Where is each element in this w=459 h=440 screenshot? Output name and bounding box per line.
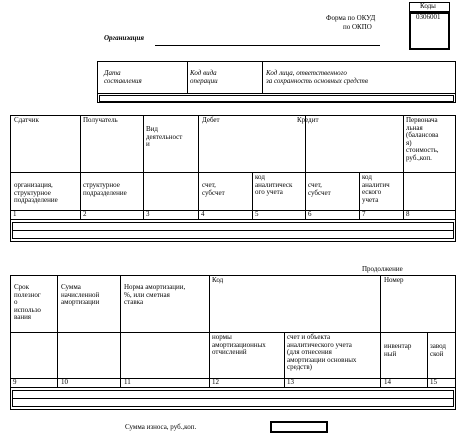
sender-header: Сдатчик [14, 116, 39, 124]
main-hline-num [10, 210, 456, 211]
col-num-13: 13 [287, 378, 294, 386]
col-num-9: 9 [13, 378, 17, 386]
depr-norm-header: Норма амортизации, %, или сметная ставка [124, 283, 186, 306]
main-vline-g [403, 115, 404, 219]
col-num-3: 3 [146, 210, 150, 218]
main-vline-a [80, 115, 81, 219]
date-label: Дата составления [104, 69, 142, 85]
col-num-2: 2 [83, 210, 87, 218]
debit-account-header: счет, субсчет [202, 181, 225, 197]
credit-account-header: счет, субсчет [308, 181, 331, 197]
credit-header: Кредит [297, 116, 319, 124]
continuation-label: Продолжение [362, 265, 403, 273]
main-hline-num-bottom [10, 219, 456, 220]
col-num-14: 14 [384, 378, 391, 386]
main-input-row-mid [12, 230, 454, 231]
okud-code-value: 0306001 [416, 13, 441, 21]
organization-underline [155, 45, 380, 46]
factory-header: завод ской [430, 342, 446, 358]
col-num-6: 6 [308, 210, 312, 218]
col-num-1: 1 [13, 210, 17, 218]
okpo-label: по ОКПО [343, 23, 372, 31]
wear-sum-label: Сумма износа, руб.,коп. [125, 423, 197, 431]
okud-label: Форма по ОКУД [326, 14, 376, 22]
org-unit-sender-header: организация, структурное подразделение [14, 181, 58, 204]
sec-vline-b [120, 275, 121, 387]
receiver-header: Получатель [83, 116, 118, 124]
number-header: Номер [384, 276, 404, 284]
codes-label: Коды [420, 2, 436, 10]
activity-type-header: Вид деятельност и [146, 125, 183, 148]
initial-cost-header: Первонача льная (балансова я) стоимость, руб.,коп. [406, 116, 439, 162]
sec-hline-mid [10, 332, 456, 333]
main-vline-c [198, 115, 199, 219]
main-vline-d [252, 172, 253, 219]
account-analytic-header: счет и объекта аналитического учета (для отнесения амортизации основных средств) [287, 333, 357, 371]
main-hline-mid [10, 172, 456, 173]
info-input-row[interactable] [99, 95, 454, 102]
main-vline-f [359, 172, 360, 219]
info-divider-1 [187, 61, 188, 93]
credit-analytic-header: код аналитич еского учета [362, 173, 390, 204]
col-num-12: 12 [212, 378, 219, 386]
col-num-10: 10 [61, 378, 68, 386]
col-num-11: 11 [124, 378, 131, 386]
useful-life-header: Срок полезног о использо вания [14, 283, 41, 321]
second-input-row-mid [12, 398, 454, 399]
inventory-header: инвентар ный [384, 342, 412, 358]
sec-vline-a [57, 275, 58, 387]
sec-vline-c [209, 275, 210, 387]
accum-depr-header: Сумма начисленной амортизации [61, 283, 100, 306]
main-vline-e [305, 115, 306, 219]
col-num-5: 5 [255, 210, 259, 218]
sec-vline-e [380, 275, 381, 387]
person-code-label: Код лица, ответственного за сохранность основных средств [266, 69, 368, 85]
main-vline-b [143, 115, 144, 219]
debit-header: Дебет [202, 116, 220, 124]
info-row-line [97, 93, 456, 94]
organization-label: Организация [104, 34, 145, 42]
wear-sum-field[interactable] [270, 421, 328, 433]
col-num-7: 7 [362, 210, 366, 218]
col-num-4: 4 [201, 210, 205, 218]
op-code-label: Код вида операции [190, 69, 218, 85]
sec-hline-num-bottom [10, 387, 456, 388]
col-num-15: 15 [430, 378, 437, 386]
unit-receiver-header: структурное подразделение [83, 181, 127, 197]
code-header: Код [212, 276, 224, 284]
col-num-8: 8 [406, 210, 410, 218]
debit-analytic-header: код аналитическ ого учета [255, 173, 293, 196]
norm-depr-deduct-header: нормы амортизационных отчислений [212, 333, 266, 356]
info-divider-2 [262, 61, 263, 93]
